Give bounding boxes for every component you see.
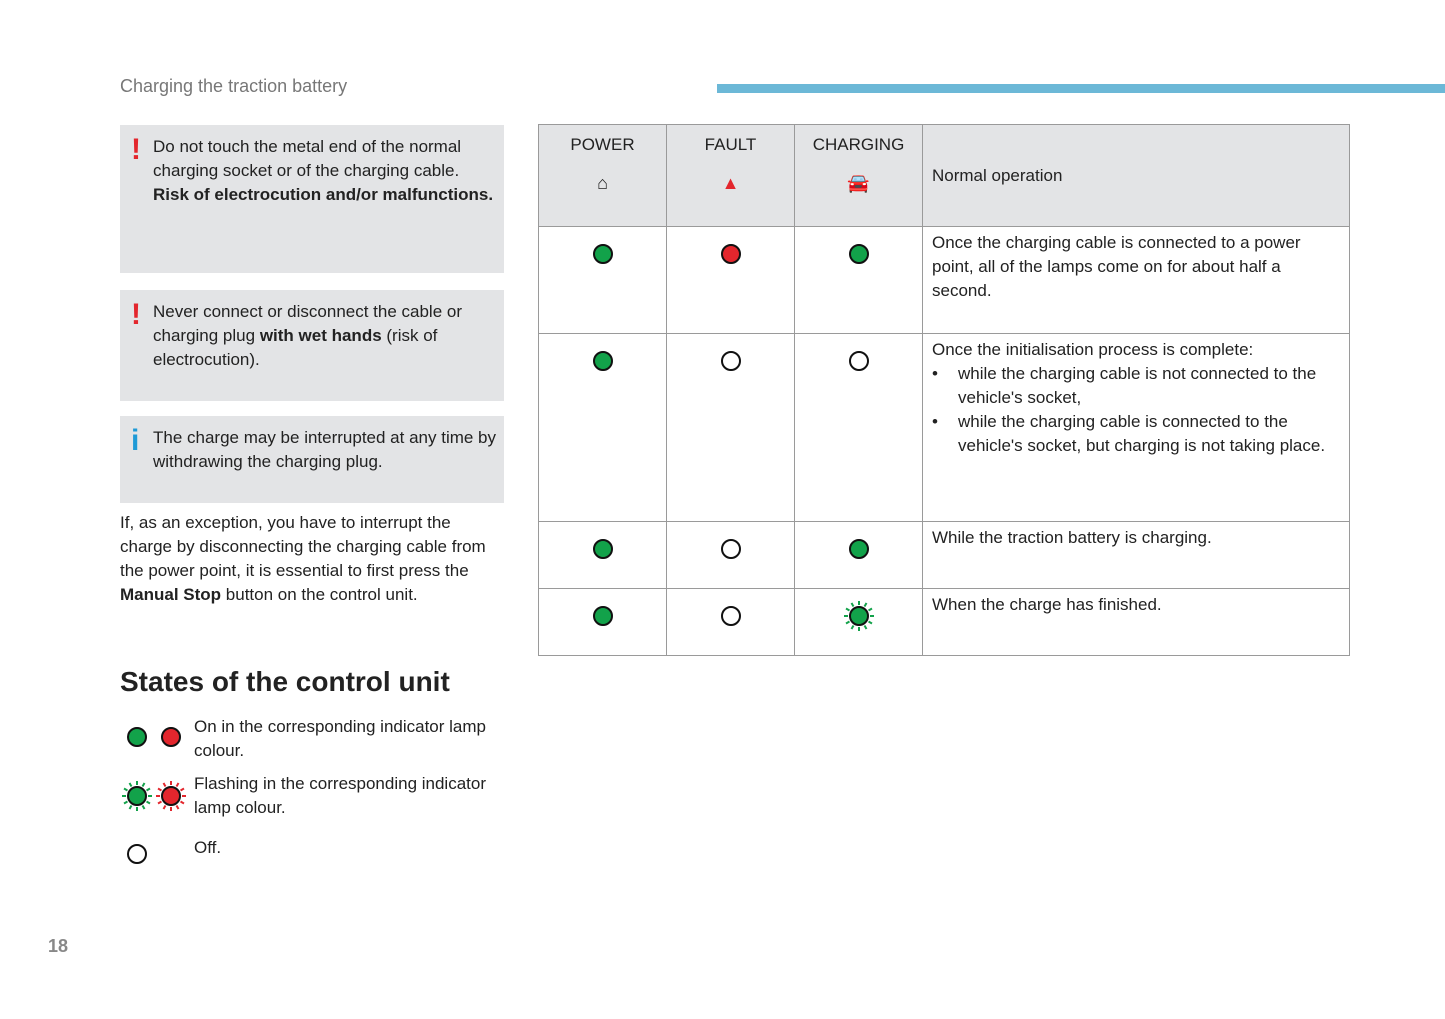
off-lamp-icon (721, 539, 741, 559)
info-note (120, 416, 504, 503)
exclamation-icon: ! (131, 133, 141, 166)
exclamation-icon: ! (131, 298, 141, 331)
description-text: While the traction battery is charging. (932, 528, 1212, 547)
description-text: When the charge has finished. (932, 595, 1162, 614)
legend-lamps (120, 841, 190, 865)
header-accent-bar (717, 84, 1445, 93)
lamp-cell (667, 589, 795, 656)
description-cell (923, 522, 1350, 589)
description-cell (923, 227, 1350, 334)
legend-text: Off. (194, 838, 222, 857)
on-green-lamp-icon (849, 244, 869, 264)
description-cell (923, 589, 1350, 656)
legend-lamps (120, 783, 190, 807)
legend-text: Flashing in the corresponding indicator lamp colour. (194, 774, 487, 817)
lamp-cell (795, 227, 923, 334)
info-icon: i (131, 424, 140, 457)
column-description: Normal operation (923, 125, 1350, 227)
on-green-lamp-icon (593, 606, 613, 626)
table-row (539, 522, 1350, 589)
off-lamp-icon (721, 606, 741, 626)
bold-text: Risk of electrocution and/or malfunctions. (153, 185, 494, 204)
flash-green-lamp-icon (849, 606, 869, 626)
text: The charge may be interrupted at any time by withdrawing the charging plug. (153, 428, 497, 471)
bold-text: with wet hands (259, 326, 382, 345)
text: (risk of electrocution). (153, 326, 438, 369)
warning-note-touch (120, 125, 504, 273)
lamp-cell (539, 589, 667, 656)
text: button on the control unit. (221, 585, 418, 604)
bullet-item: • while the charging cable is connected to the vehicle's socket, but charging is not taking place. (958, 410, 1339, 458)
lamp-cell (539, 522, 667, 589)
column-power (539, 125, 667, 227)
text: If, as an exception, you have to interrupt the charge by disconnecting the charging cable from the power point, it is essential to first press the (120, 513, 486, 580)
section-title: States of the control unit (120, 666, 450, 697)
table-row (539, 227, 1350, 334)
house-icon: ⌂ (597, 173, 608, 193)
note-text (153, 300, 496, 372)
column-fault (667, 125, 795, 227)
off-lamp-icon (849, 351, 869, 371)
lamp-cell (795, 589, 923, 656)
text: Do not touch the metal end of the normal charging socket or of the charging cable. (153, 137, 462, 180)
manual-stop-paragraph (120, 511, 500, 607)
legend-text: On in the corresponding indicator lamp colour. (194, 717, 486, 760)
legend-lamps (120, 724, 190, 748)
column-label: POWER (570, 135, 635, 154)
lamp-cell (667, 227, 795, 334)
on-red-lamp-icon (161, 727, 181, 747)
on-green-lamp-icon (593, 244, 613, 264)
column-charging (795, 125, 923, 227)
description-text: Once the initialisation process is complete: (932, 340, 1254, 359)
on-green-lamp-icon (593, 351, 613, 371)
lamp-cell (539, 334, 667, 522)
on-green-lamp-icon (849, 539, 869, 559)
note-text (153, 426, 496, 474)
on-green-lamp-icon (127, 727, 147, 747)
table-row (539, 589, 1350, 656)
description-cell (923, 334, 1350, 522)
table-row (539, 334, 1350, 522)
on-green-lamp-icon (593, 539, 613, 559)
lamp-cell (667, 334, 795, 522)
lamp-cell (667, 522, 795, 589)
off-lamp-icon (721, 351, 741, 371)
warning-icon: ▲ (721, 173, 740, 193)
text: Never connect or disconnect the cable or charging plug (153, 302, 463, 345)
on-red-lamp-icon (721, 244, 741, 264)
column-label: CHARGING (812, 135, 905, 154)
lamp-cell (795, 334, 923, 522)
lamp-cell (539, 227, 667, 334)
bullet-item: • while the charging cable is not connected to the vehicle's socket, (958, 362, 1339, 410)
page-number: 18 (48, 936, 69, 956)
page-header-title: Charging the traction battery (120, 76, 348, 96)
control-unit-states-table (538, 124, 1350, 656)
description-text: Once the charging cable is connected to a power point, all of the lamps come on for about half a second. (932, 233, 1301, 300)
note-text (153, 135, 496, 207)
warning-note-wet-hands (120, 290, 504, 401)
bold-text: Manual Stop (120, 585, 222, 604)
car-icon: 🚘 (847, 173, 870, 193)
flash-red-lamp-icon (161, 786, 181, 806)
column-label: FAULT (704, 135, 757, 154)
lamp-cell (795, 522, 923, 589)
off-lamp-icon (127, 844, 147, 864)
flash-green-lamp-icon (127, 786, 147, 806)
